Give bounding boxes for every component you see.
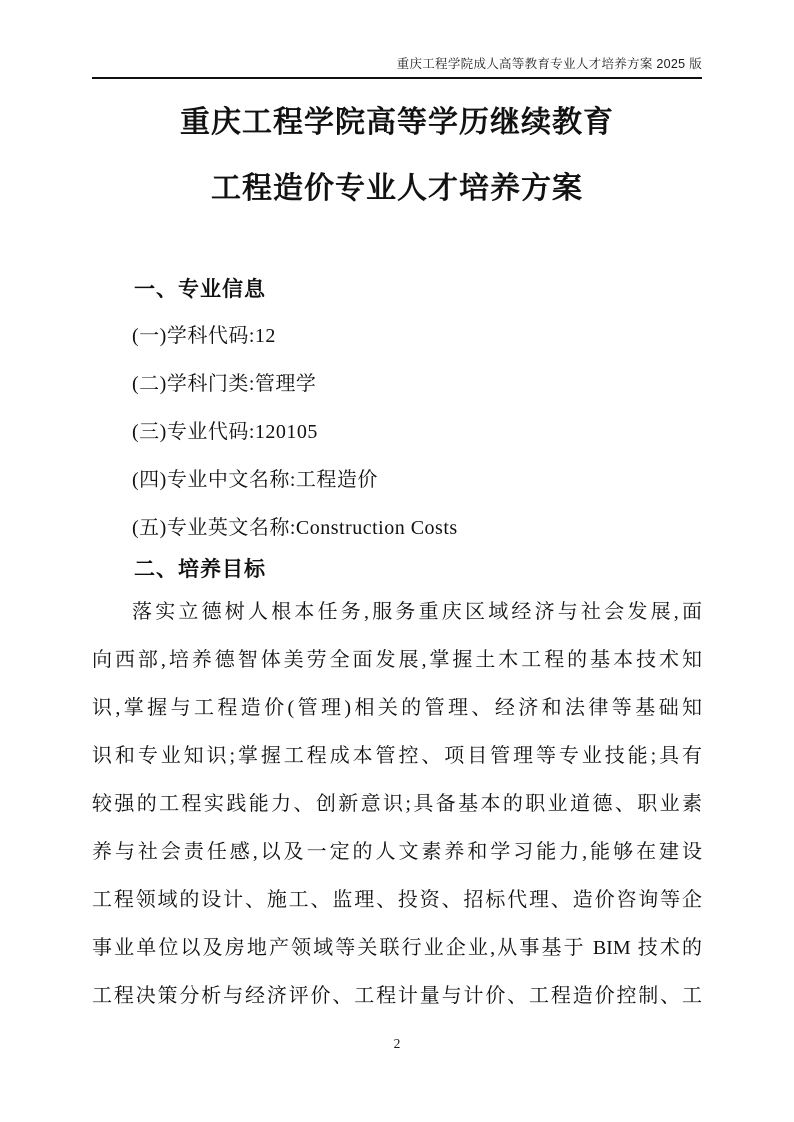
document-body bbox=[92, 96, 702, 1020]
major-info-list bbox=[92, 312, 702, 552]
paragraph-line: 向西部,培养德智体美劳全面发展,掌握土木工程的基本技术知 bbox=[92, 649, 702, 671]
section-heading-major-info: 一、专业信息 bbox=[134, 278, 266, 301]
paragraph-line: 较强的工程实践能力、创新意识;具备基本的职业道德、职业素 bbox=[92, 793, 702, 815]
doc-title-line-2: 工程造价专业人才培养方案 bbox=[211, 172, 583, 205]
paragraph-line: 工程决策分析与经济评价、工程计量与计价、工程造价控制、工 bbox=[92, 985, 702, 1007]
page-number: 2 bbox=[393, 1036, 401, 1051]
paragraph-line: 识,掌握与工程造价(管理)相关的管理、经济和法律等基础知 bbox=[92, 697, 702, 719]
page-header bbox=[92, 54, 702, 79]
paragraph-line: 养与社会责任感,以及一定的人文素养和学习能力,能够在建设 bbox=[92, 841, 702, 863]
page-header-text: 重庆工程学院成人高等教育专业人才培养方案 2025 版 bbox=[396, 57, 702, 71]
paragraph-line: 识和专业知识;掌握工程成本管控、项目管理等专业技能;具有 bbox=[92, 745, 702, 767]
page-footer bbox=[0, 1036, 794, 1052]
info-item-subject-code: (一)学科代码:12 bbox=[132, 325, 276, 347]
paragraph-line: 事业单位以及房地产领域等关联行业企业,从事基于 BIM 技术的 bbox=[92, 937, 702, 959]
info-item-subject-category: (二)学科门类:管理学 bbox=[132, 373, 317, 395]
doc-title-line-1: 重庆工程学院高等学历继续教育 bbox=[180, 106, 614, 139]
info-item-major-name-cn: (四)专业中文名称:工程造价 bbox=[132, 469, 378, 491]
info-item-major-code: (三)专业代码:120105 bbox=[132, 421, 318, 443]
info-item-major-name-en: (五)专业英文名称:Construction Costs bbox=[132, 517, 458, 539]
section-heading-training-objectives: 二、培养目标 bbox=[134, 558, 266, 581]
paragraph-line: 落实立德树人根本任务,服务重庆区域经济与社会发展,面 bbox=[132, 601, 702, 623]
training-objectives-paragraph bbox=[92, 588, 702, 1020]
paragraph-line: 工程领域的设计、施工、监理、投资、招标代理、造价咨询等企 bbox=[92, 889, 702, 911]
